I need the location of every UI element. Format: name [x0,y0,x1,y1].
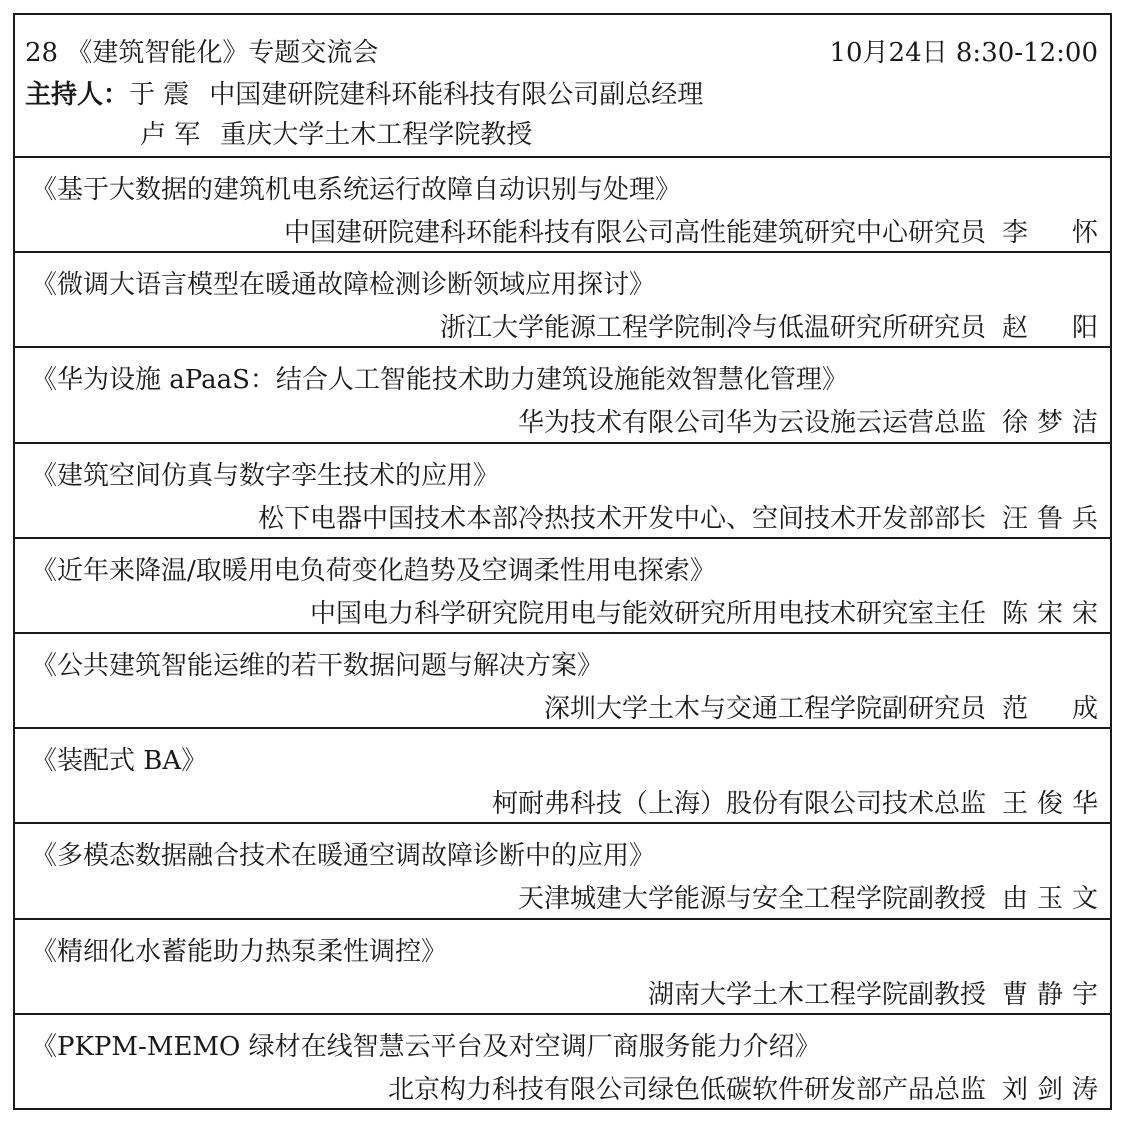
talk-title: 《装配式 BA》 [31,746,208,777]
speaker-affiliation: 天津城建大学能源与安全工程学院副教授 [517,884,986,915]
talk-row [15,348,1110,443]
speaker-affiliation: 柯耐弗科技（上海）股份有限公司技术总监 [491,789,986,820]
talk-title: 《精细化水蓄能助力热泵柔性调控》 [31,936,448,967]
speaker-name: 范 成 [1002,693,1098,724]
speaker-name: 汪鲁兵 [1002,503,1098,534]
speaker-name: 徐梦洁 [1002,408,1098,439]
talk-row [15,444,1110,539]
talk-title: 《近年来降温/取暖用电负荷变化趋势及空调柔性用电探索》 [31,555,716,586]
speaker-affiliation: 北京构力科技有限公司绿色低碳软件研发部产品总监 [387,1074,986,1105]
speaker-affiliation: 深圳大学土木与交通工程学院副研究员 [543,693,986,724]
talk-title: 《多模态数据融合技术在暖通空调故障诊断中的应用》 [31,841,656,872]
host-row-1 [25,75,703,115]
talk-row [15,539,1110,634]
speaker-name: 由玉文 [1002,884,1098,915]
host-label: 主持人： [25,80,130,110]
talk-row [15,920,1110,1015]
host-row-2 [140,115,532,155]
host-name: 卢 军 [140,120,201,150]
talk-title: 《基于大数据的建筑机电系统运行故障自动识别与处理》 [31,175,682,205]
talk-title: 《微调大语言模型在暖通故障检测诊断领域应用探讨》 [31,270,656,301]
talk-row [15,634,1110,729]
speaker-affiliation: 浙江大学能源工程学院制冷与低温研究所研究员 [439,313,986,344]
session-title: 28 《建筑智能化》专题交流会 [25,38,379,68]
talk-title: 《华为设施 aPaaS：结合人工智能技术助力建筑设施能效智慧化管理》 [31,365,848,396]
session-time: 10月24日 8:30-12:00 [829,38,1098,68]
agenda-table [13,13,1112,1110]
speaker-affiliation: 中国建研院建科环能科技有限公司高性能建筑研究中心研究员 [283,218,986,248]
host-affiliation: 中国建研院建科环能科技有限公司副总经理 [209,80,704,110]
speaker-name: 曹静宇 [1002,979,1098,1010]
speaker-name: 赵 阳 [1002,313,1098,344]
speaker-name: 刘剑涛 [1002,1074,1098,1105]
speaker-name: 陈宋宋 [1002,598,1098,629]
session-header [15,15,1110,158]
talk-row [15,824,1110,919]
talk-title: 《公共建筑智能运维的若干数据问题与解决方案》 [31,650,604,681]
speaker-affiliation: 松下电器中国技术本部冷热技术开发中心、空间技术开发部部长 [257,503,986,534]
host-affiliation: 重庆大学土木工程学院教授 [220,120,533,150]
speaker-name: 李 怀 [1002,218,1098,248]
speaker-affiliation: 中国电力科学研究院用电与能效研究所用电技术研究室主任 [309,598,986,629]
host-name: 于 震 [129,80,190,110]
talk-row [15,253,1110,348]
talk-title: 《建筑空间仿真与数字孪生技术的应用》 [31,460,500,491]
speaker-affiliation: 华为技术有限公司华为云设施云运营总监 [517,408,986,439]
speaker-name: 王俊华 [1002,789,1098,820]
talk-title: 《PKPM-MEMO 绿材在线智慧云平台及对空调厂商服务能力介绍》 [31,1031,821,1062]
speaker-affiliation: 湖南大学土木工程学院副教授 [647,979,986,1010]
talk-row [15,1015,1110,1110]
talk-row [15,729,1110,824]
talk-row [15,158,1110,253]
